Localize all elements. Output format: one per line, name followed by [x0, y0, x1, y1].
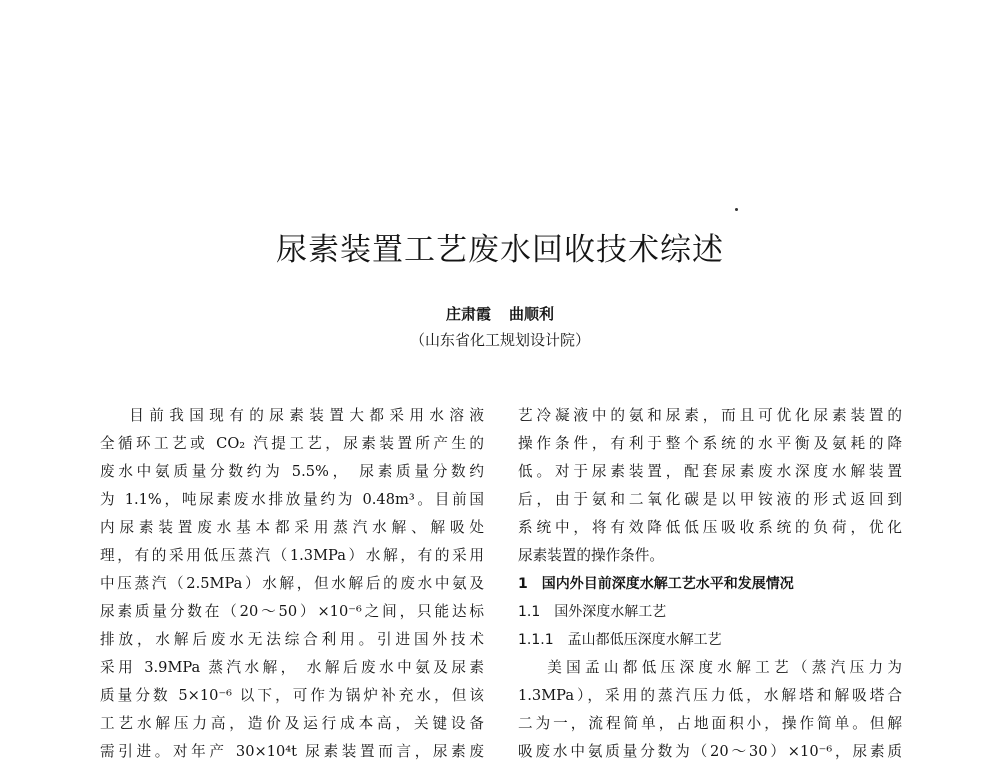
body-line: 排放，水解后废水无法综合利用。引进国外技术: [100, 631, 484, 648]
body-line: 低。对于尿素装置，配套尿素废水深度水解装置: [518, 463, 902, 480]
body-line: 1.3MPa），采用的蒸汽压力低，水解塔和解吸塔合: [518, 687, 902, 704]
body-line: 尿素质量分数在（20～50）×10⁻⁶之间，只能达标: [100, 603, 484, 620]
author-1: 庄肃霞: [445, 305, 491, 323]
body-line: 二为一，流程简单，占地面积小，操作简单。但解: [518, 715, 902, 732]
section-heading-1-1: 1.1 国外深度水解工艺: [518, 604, 667, 620]
body-line: 工艺水解压力高，造价及运行成本高，关键设备: [100, 715, 484, 732]
paper-title: 尿素装置工艺废水回收技术综述: [276, 232, 724, 268]
stray-dot: [735, 208, 738, 211]
body-line: 废水中氨质量分数约为 5.5%， 尿素质量分数约: [100, 463, 484, 480]
body-line: 系统中，将有效降低低压吸收系统的负荷，优化: [518, 519, 902, 536]
body-line: 目前我国现有的尿素装置大都采用水溶液: [129, 407, 484, 424]
section-heading-1: 1 国内外目前深度水解工艺水平和发展情况: [518, 576, 794, 592]
body-line: 为 1.1%，吨尿素废水排放量约为 0.48m³。目前国: [100, 491, 484, 508]
body-line: 中压蒸汽（2.5MPa）水解，但水解后的废水中氨及: [100, 575, 484, 592]
authors: [0, 303, 1000, 324]
body-line: 采用 3.9MPa 蒸汽水解， 水解后废水中氨及尿素: [100, 659, 484, 676]
body-line: 后，由于氨和二氧化碳是以甲铵液的形式返回到: [518, 491, 902, 508]
author-2: 曲顺利: [509, 305, 555, 323]
body-line: 理，有的采用低压蒸汽（1.3MPa）水解，有的采用: [100, 547, 484, 564]
right-column: [518, 402, 902, 766]
body-line: 质量分数 5×10⁻⁶ 以下，可作为锅炉补充水，但该: [100, 687, 484, 704]
body-line: 内尿素装置废水基本都采用蒸汽水解、解吸处: [100, 519, 484, 536]
body-line: 吸废水中氨质量分数为（20～30）×10⁻⁶，尿素质: [518, 743, 902, 760]
section-heading-1-1-1: 1.1.1 孟山都低压深度水解工艺: [518, 632, 722, 648]
body-line: 艺冷凝液中的氨和尿素，而且可优化尿素装置的: [518, 407, 902, 424]
body-line: 操作条件，有利于整个系统的水平衡及氨耗的降: [518, 435, 902, 452]
body-line: 美国孟山都低压深度水解工艺（蒸汽压力为: [547, 659, 902, 676]
body-line: 需引进。对年产 30×10⁴t 尿素装置而言，尿素废: [100, 743, 484, 760]
body-line: 尿素装置的操作条件。: [518, 547, 664, 564]
body-line: 全循环工艺或 CO₂ 汽提工艺，尿素装置所产生的: [100, 435, 484, 452]
left-column: [100, 402, 484, 766]
affiliation: （山东省化工规划设计院）: [409, 331, 590, 349]
